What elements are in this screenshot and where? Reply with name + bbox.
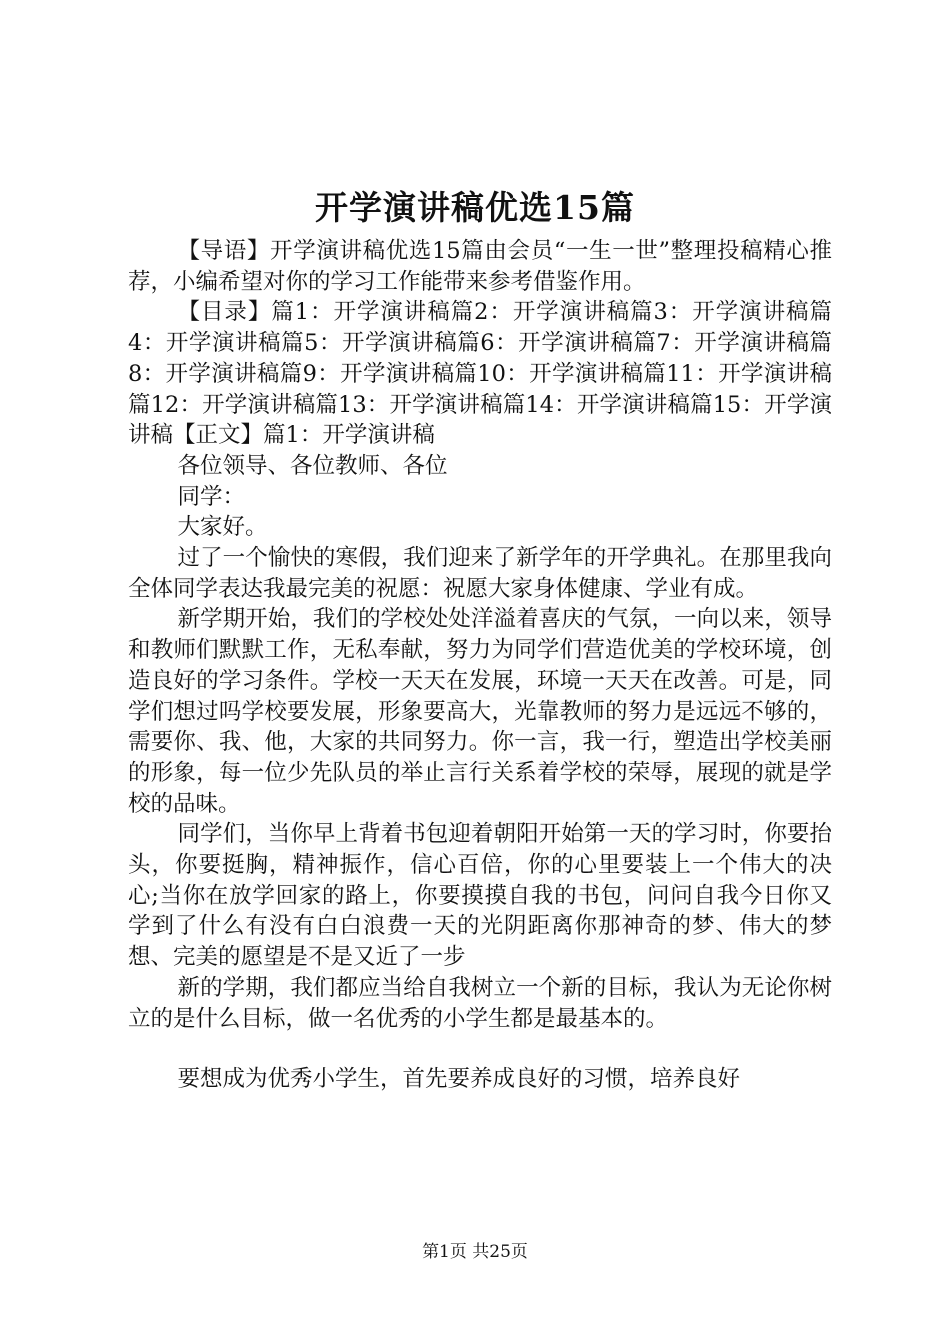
body-paragraph: 过了一个愉快的寒假，我们迎来了新学年的开学典礼。在那里我向全体同学表达我最完美的祝愿：祝愿大家身体健康、学业有成。: [128, 545, 832, 602]
body-paragraph: 同学们，当你早上背着书包迎着朝阳开始第一天的学习时，你要抬头，你要挺胸，精神振作，信心百倍，你的心里要装上一个伟大的决心;当你在放学回家的路上，你要摸摸自我的书包，问问自我今日你又学到了什么有没有白白浪费一天的光阴距离你那神奇的梦、伟大的梦想、完美的愿望是不是又近了一步: [128, 821, 832, 971]
intro-paragraph: 【导语】开学演讲稿优选15篇由会员“一生一世”整理投稿精心推荐，小编希望对你的学习工作能带来参考借鉴作用。: [128, 238, 832, 295]
body-paragraph: 新学期开始，我们的学校处处洋溢着喜庆的气氛，一向以来，领导和教师们默默工作，无私奉献，努力为同学们营造优美的学校环境，创造良好的学习条件。学校一天天在发展，环境一天天在改善。可是，同学们想过吗学校要发展，形象要高大，光靠教师的努力是远远不够的，需要你、我、他，大家的共同努力。你一言，我一行，塑造出学校美丽的形象，每一位少先队员的举止言行关系着学校的荣辱，展现的就是学校的品味。: [128, 606, 832, 817]
body-paragraph: 新的学期，我们都应当给自我树立一个新的目标，我认为无论你树立的是什么目标，做一名优秀的小学生都是最基本的。: [128, 974, 832, 1032]
salutation-line: 同学：: [177, 483, 246, 510]
page-footer: 第1页 共25页: [422, 1242, 528, 1262]
toc-paragraph: 【目录】篇1：开学演讲稿篇2：开学演讲稿篇3：开学演讲稿篇4：开学演讲稿篇5：开学演讲稿篇6：开学演讲稿篇7：开学演讲稿篇8：开学演讲稿篇9：开学演讲稿篇10：开学演讲稿篇11：开学演讲稿篇12：开学演讲稿篇13：开学演讲稿篇14：开学演讲稿篇15：开学演讲稿【正文】篇1：开学演讲稿: [128, 299, 832, 449]
greeting-line: 大家好。: [177, 514, 268, 541]
document-body: [128, 236, 832, 1095]
document-title: 开学演讲稿优选15篇: [315, 188, 635, 227]
body-paragraph: 要想成为优秀小学生，首先要养成良好的习惯，培养良好: [177, 1066, 741, 1093]
salutation-line: 各位领导、各位教师、各位: [177, 452, 448, 479]
